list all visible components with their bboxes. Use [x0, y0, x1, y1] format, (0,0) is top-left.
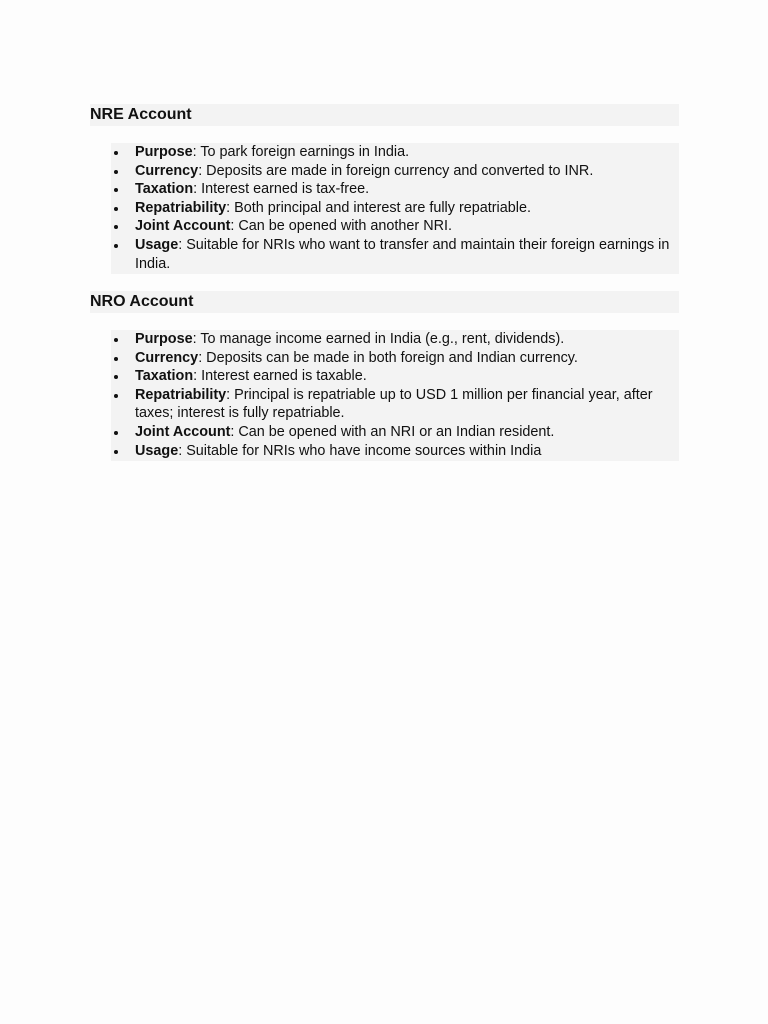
nre-currency-item: [111, 162, 679, 181]
bullet-text: : Suitable for NRIs who have income sources within India: [178, 442, 542, 459]
nre-joint-account-item: [111, 217, 679, 236]
nre-repatriability-item: [111, 199, 679, 218]
bullet-text: : To manage income earned in India (e.g., rent, dividends).: [192, 331, 565, 347]
nre-usage-item: [111, 236, 679, 273]
nro-repatriability-item: [111, 386, 679, 423]
nro-usage-item: [111, 442, 679, 461]
nro-purpose-item: [111, 330, 679, 349]
nro-taxation-item: [111, 367, 679, 386]
bullet-term: Usage: [135, 236, 179, 253]
nre-account-heading: [90, 104, 679, 126]
bullet-text: : Both principal and interest are fully repatriable.: [226, 199, 531, 216]
nro-account-heading: [90, 291, 679, 313]
nro-currency-item: [111, 349, 679, 368]
nre-account-heading-text: NRE Account: [90, 106, 192, 123]
bullet-term: Joint Account: [135, 423, 231, 440]
bullet-term: Taxation: [135, 368, 194, 385]
bullet-term: Currency: [135, 349, 199, 366]
bullet-term: Usage: [135, 442, 179, 459]
bullet-term: Repatriability: [135, 386, 227, 403]
bullet-text: : Deposits can be made in both foreign and Indian currency.: [198, 349, 578, 366]
nro-joint-account-item: [111, 423, 679, 442]
bullet-text: : Interest earned is tax-free.: [193, 181, 370, 198]
bullet-term: Taxation: [135, 181, 194, 198]
nro-account-list: [111, 330, 679, 461]
bullet-text: : Can be opened with an NRI or an Indian resident.: [230, 423, 555, 440]
bullet-term: Repatriability: [135, 199, 227, 216]
nro-account-heading-text: NRO Account: [90, 293, 194, 310]
bullet-term: Currency: [135, 162, 199, 179]
bullet-term: Purpose: [135, 144, 193, 160]
bullet-text: : Suitable for NRIs who want to transfer and maintain their foreign earnings in India.: [135, 236, 670, 272]
nre-account-list: [111, 143, 679, 274]
bullet-text: : Deposits are made in foreign currency and converted to INR.: [198, 162, 594, 179]
bullet-text: : Can be opened with another NRI.: [230, 218, 452, 235]
bullet-term: Purpose: [135, 331, 193, 347]
nre-taxation-item: [111, 180, 679, 199]
bullet-text: : Interest earned is taxable.: [193, 368, 367, 385]
bullet-term: Joint Account: [135, 218, 231, 235]
bullet-text: : Principal is repatriable up to USD 1 million per financial year, after taxes; interest is fully repatriable.: [135, 386, 653, 422]
bullet-text: : To park foreign earnings in India.: [192, 144, 410, 160]
nre-purpose-item: [111, 143, 679, 162]
